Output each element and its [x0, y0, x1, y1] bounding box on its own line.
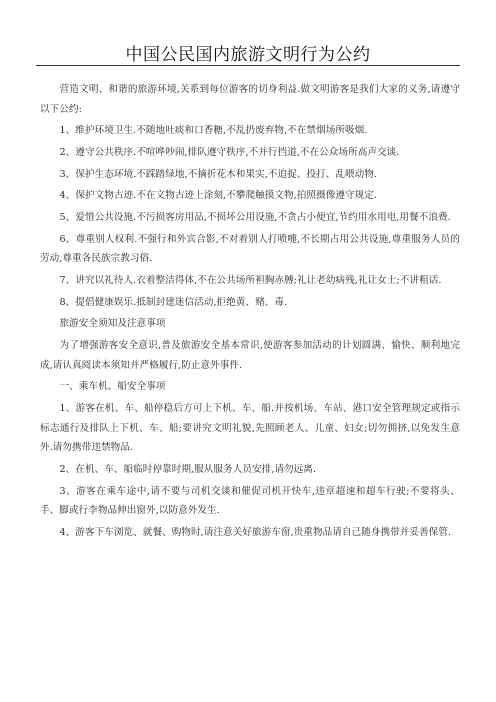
transport-item-1: 1、游客在机、车、船停稳后方可上下机、车、船.并按机场、车站、港口安全管理规定或指示标志通行及排队上下机、车、船;要讲究文明礼貌,先照顾老人、儿童、妇女;切勿拥挤,以免发生意外.请勿携带违禁物品. [40, 403, 460, 454]
safety-intro-paragraph: 为了增强游客安全意识,普及旅游安全基本常识,使游客参加活动的计划圆满、愉快、顺利地完成,请认真阅读本须知并严格履行,防止意外事件. [40, 340, 460, 371]
rule-item-2: 2、遵守公共秩序.不喧哗吵闹,排队遵守秩序,不并行挡道,不在公众场所高声交谈. [59, 146, 400, 158]
document-title: 中国公民国内旅游文明行为公约 [125, 45, 371, 65]
transport-item-2: 2、在机、车、船临时停靠时期,服从服务人员安排,请勿远离. [59, 463, 317, 475]
rule-item-4: 4、保护文物古迹.不在文物古迹上涂刻,不攀爬触摸文物,拍照摄像遵守规定. [59, 190, 378, 202]
intro-paragraph: 营造文明、和谐的旅游环境,关系到每位游客的切身利益.做文明游客是我们大家的义务,请遵守以下公约: [40, 84, 460, 115]
title-divider [36, 65, 460, 66]
transport-item-4: 4、游客下车浏览、就餐、购物时,请注意关好旅游车窗,贵重物品请自己随身携带并妥善保管. [59, 526, 452, 538]
transport-item-3: 3、游客在乘车途中,请不要与司机交谈和催促司机开快车,违章超速和超车行驶;不要将头、手、脚或行李物品伸出窗外,以防意外发生. [40, 485, 460, 517]
document-body [40, 80, 460, 545]
rule-item-8: 8、提倡健康娱乐.抵制封建迷信活动,拒绝黄、赌、毒. [59, 296, 288, 308]
section-heading-safety: 旅游安全须知及注意事项 [59, 318, 166, 330]
rule-item-6: 6、尊重别人权利.不强行和外宾合影,不对着别人打喷嚏,不长期占用公共设施,尊重服务人员的劳动,尊重各民族宗教习俗. [40, 233, 460, 265]
rule-item-3: 3、保护生态环境.不踩踏绿地,不摘折花木和果实,不追捉、投打、乱喂动物. [59, 168, 378, 180]
rule-item-5: 5、爱惜公共设施.不污损客房用品,不损坏公用设施,不贪占小便宜,节约用水用电,用餐不浪费. [59, 212, 451, 224]
rule-item-1: 1、维护环境卫生.不随地吐痰和口香糖,不乱扔废弃物,不在禁烟场所吸烟. [59, 125, 368, 137]
subsection-heading-transport: 一、乘车机、船安全事项 [59, 381, 166, 393]
rule-item-7: 7、讲究以礼待人.衣着整洁得体,不在公共场所袒胸赤膊;礼让老幼病残,礼让女士;不讲粗话. [59, 275, 442, 286]
